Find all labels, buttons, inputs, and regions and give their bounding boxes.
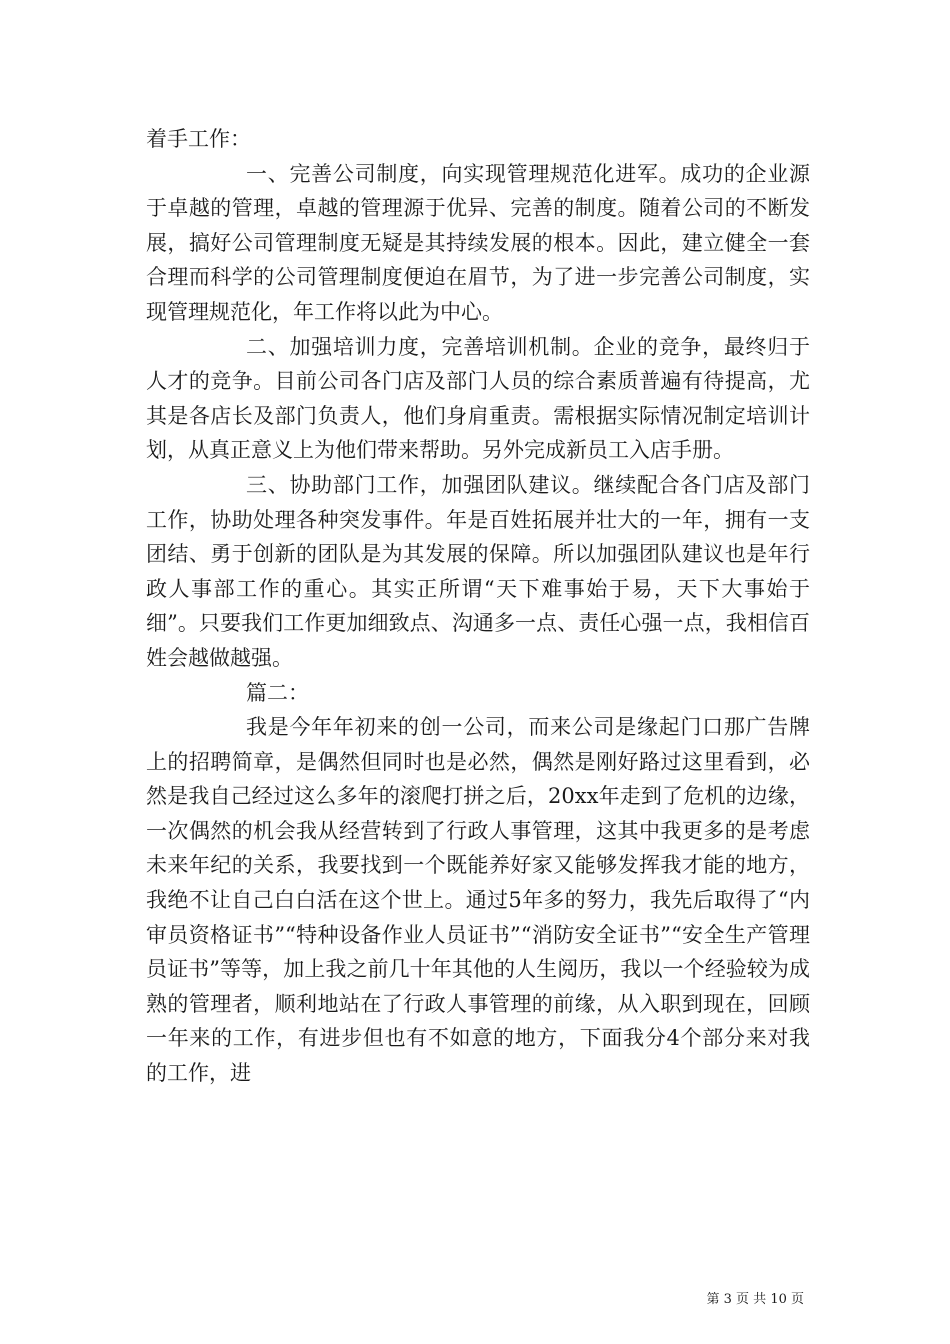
page-number-footer: 第 3 页 共 10 页: [706, 1292, 804, 1307]
document-body: [146, 122, 810, 1091]
paragraph-intro: 着手工作：: [146, 127, 251, 151]
paragraph-section-1: 一、完善公司制度，向实现管理规范化进军。成功的企业源于卓越的管理，卓越的管理源于优异、完善的制度。随着公司的不断发展，搞好公司管理制度无疑是其持续发展的根本。因此，建立健全一套合理而科学的公司管理制度便迫在眉节，为了进一步完善公司制度，实现管理规范化，年工作将以此为中心。: [146, 161, 810, 324]
paragraph-section-3: 三、协助部门工作，加强团队建议。继续配合各门店及部门工作，协助处理各种突发事件。年是百姓拓展并壮大的一年，拥有一支团结、勇于创新的团队是为其发展的保障。所以加强团队建议也是年行政人事部工作的重心。其实正所谓“天下难事始于易，天下大事始于细”。只要我们工作更加细致点、沟通多一点、责任心强一点，我相信百姓会越做越强。: [146, 472, 810, 670]
paragraph-part-2-body: 我是今年年初来的创一公司，而来公司是缘起门口那广告牌上的招聘简章，是偶然但同时也是必然，偶然是刚好路过这里看到，必然是我自己经过这么多年的滚爬打拼之后，20xx年走到了危机的边缘，一次偶然的机会我从经营转到了行政人事管理，这其中我更多的是考虑未来年纪的关系，我要找到一个既能养好家又能够发挥我才能的地方，我绝不让自己白白活在这个世上。通过5年多的努力，我先后取得了“内审员资格证书”“特种设备作业人员证书”“消防安全证书”“安全生产管理员证书”等等，加上我之前几十年其他的人生阅历，我以一个经验较为成熟的管理者，顺利地站在了行政人事管理的前缘，从入职到现在，回顾一年来的工作，有进步但也有不如意的地方，下面我分4个部分来对我的工作，进: [146, 715, 810, 1086]
paragraph-heading-part-2: 篇二：: [246, 680, 309, 705]
paragraph-section-2: 二、加强培训力度，完善培训机制。企业的竞争，最终归于人才的竞争。目前公司各门店及部门人员的综合素质普遍有待提高，尤其是各店长及部门负责人，他们身肩重责。需根据实际情况制定培训计划，从真正意义上为他们带来帮助。另外完成新员工入店手册。: [146, 334, 810, 463]
